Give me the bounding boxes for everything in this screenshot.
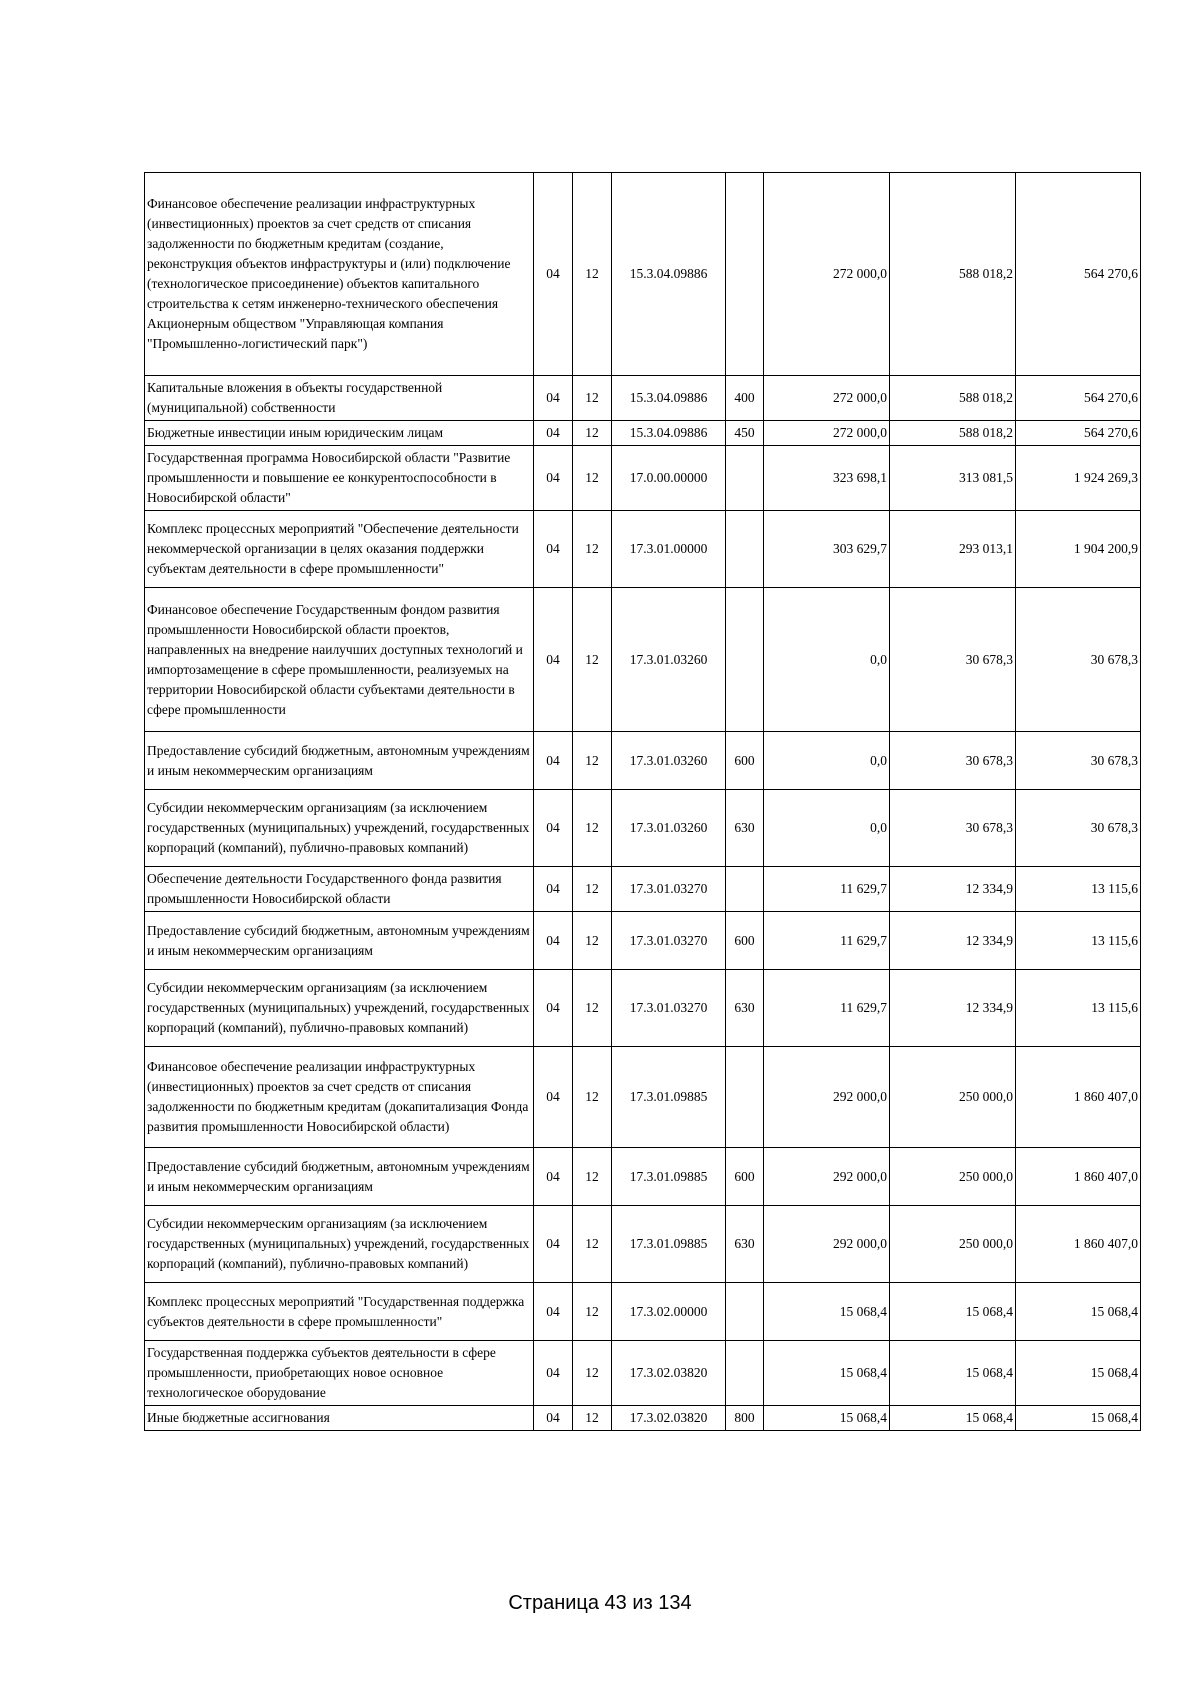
- cell-amount-year1: 292 000,0: [764, 1206, 890, 1283]
- cell-amount-year1: 323 698,1: [764, 446, 890, 511]
- cell-amount-year2: 250 000,0: [890, 1148, 1016, 1206]
- cell-target-article: 17.3.01.03260: [612, 732, 726, 790]
- table-row: [145, 376, 1141, 421]
- cell-subsection: 12: [573, 912, 612, 970]
- cell-expense-type: [726, 1341, 764, 1406]
- cell-expense-type: 630: [726, 970, 764, 1047]
- cell-subsection: 12: [573, 1406, 612, 1431]
- cell-expense-type: 600: [726, 732, 764, 790]
- table-row: [145, 1148, 1141, 1206]
- cell-section: 04: [534, 732, 573, 790]
- cell-target-article: 17.3.02.00000: [612, 1283, 726, 1341]
- cell-expense-type: 630: [726, 1206, 764, 1283]
- cell-subsection: 12: [573, 588, 612, 732]
- table-row: [145, 173, 1141, 376]
- cell-target-article: 17.3.01.09885: [612, 1148, 726, 1206]
- cell-subsection: 12: [573, 1283, 612, 1341]
- cell-name: Капитальные вложения в объекты государственной (муниципальной) собственности: [145, 376, 534, 421]
- cell-expense-type: [726, 1283, 764, 1341]
- cell-amount-year2: 15 068,4: [890, 1283, 1016, 1341]
- cell-expense-type: [726, 1047, 764, 1148]
- cell-subsection: 12: [573, 173, 612, 376]
- cell-amount-year3: 15 068,4: [1016, 1341, 1141, 1406]
- budget-table: [144, 172, 1141, 1431]
- cell-name: Комплекс процессных мероприятий "Государственная поддержка субъектов деятельности в сфере промышленности": [145, 1283, 534, 1341]
- cell-amount-year3: 30 678,3: [1016, 588, 1141, 732]
- cell-amount-year3: 564 270,6: [1016, 421, 1141, 446]
- cell-amount-year1: 15 068,4: [764, 1406, 890, 1431]
- cell-name: Комплекс процессных мероприятий "Обеспечение деятельности некоммерческой организации в целях оказания поддержки субъектам деятельности в сфере промышленности": [145, 511, 534, 588]
- cell-subsection: 12: [573, 1206, 612, 1283]
- cell-amount-year2: 12 334,9: [890, 970, 1016, 1047]
- budget-table-body: [145, 173, 1141, 1431]
- cell-amount-year1: 0,0: [764, 790, 890, 867]
- cell-name: Иные бюджетные ассигнования: [145, 1406, 534, 1431]
- cell-name: Государственная программа Новосибирской области "Развитие промышленности и повышение ее конкурентоспособности в Новосибирской области": [145, 446, 534, 511]
- cell-subsection: 12: [573, 376, 612, 421]
- cell-expense-type: 800: [726, 1406, 764, 1431]
- cell-section: 04: [534, 1148, 573, 1206]
- cell-amount-year3: 13 115,6: [1016, 912, 1141, 970]
- cell-name: Финансовое обеспечение реализации инфраструктурных (инвестиционных) проектов за счет средств от списания задолженности по бюджетным кредитам (создание, реконструкция объектов инфраструктуры и (или) подключение (технологическое присоединение) объектов капитального строительства к сетям инженерно-технического обеспечения Акционерным обществом "Управляющая компания "Промышленно-логистический парк"): [145, 173, 534, 376]
- cell-target-article: 17.3.01.09885: [612, 1206, 726, 1283]
- cell-subsection: 12: [573, 446, 612, 511]
- cell-section: 04: [534, 376, 573, 421]
- cell-name: Субсидии некоммерческим организациям (за исключением государственных (муниципальных) учреждений, государственных корпораций (компаний), публично-правовых компаний): [145, 790, 534, 867]
- cell-expense-type: 600: [726, 1148, 764, 1206]
- cell-expense-type: 450: [726, 421, 764, 446]
- cell-amount-year1: 272 000,0: [764, 421, 890, 446]
- cell-target-article: 17.3.01.03270: [612, 867, 726, 912]
- cell-amount-year3: 1 904 200,9: [1016, 511, 1141, 588]
- cell-subsection: 12: [573, 970, 612, 1047]
- table-row: [145, 421, 1141, 446]
- table-row: [145, 867, 1141, 912]
- cell-target-article: 17.3.01.03270: [612, 970, 726, 1047]
- cell-name: Предоставление субсидий бюджетным, автономным учреждениям и иным некоммерческим организациям: [145, 912, 534, 970]
- table-row: [145, 1206, 1141, 1283]
- cell-amount-year2: 12 334,9: [890, 912, 1016, 970]
- cell-target-article: 17.3.02.03820: [612, 1406, 726, 1431]
- cell-subsection: 12: [573, 511, 612, 588]
- cell-section: 04: [534, 867, 573, 912]
- cell-amount-year1: 272 000,0: [764, 376, 890, 421]
- cell-expense-type: [726, 173, 764, 376]
- cell-target-article: 17.0.00.00000: [612, 446, 726, 511]
- cell-target-article: 15.3.04.09886: [612, 421, 726, 446]
- table-row: [145, 511, 1141, 588]
- cell-amount-year1: 303 629,7: [764, 511, 890, 588]
- cell-name: Государственная поддержка субъектов деятельности в сфере промышленности, приобретающих новое основное технологическое оборудование: [145, 1341, 534, 1406]
- cell-expense-type: [726, 867, 764, 912]
- cell-amount-year2: 12 334,9: [890, 867, 1016, 912]
- cell-expense-type: 600: [726, 912, 764, 970]
- cell-target-article: 17.3.01.09885: [612, 1047, 726, 1148]
- cell-amount-year3: 1 860 407,0: [1016, 1047, 1141, 1148]
- cell-subsection: 12: [573, 732, 612, 790]
- cell-target-article: 17.3.02.03820: [612, 1341, 726, 1406]
- cell-amount-year3: 30 678,3: [1016, 732, 1141, 790]
- cell-amount-year1: 15 068,4: [764, 1283, 890, 1341]
- cell-expense-type: [726, 511, 764, 588]
- table-row: [145, 732, 1141, 790]
- table-row: [145, 1283, 1141, 1341]
- cell-section: 04: [534, 173, 573, 376]
- cell-subsection: 12: [573, 1047, 612, 1148]
- cell-section: 04: [534, 1206, 573, 1283]
- cell-subsection: 12: [573, 790, 612, 867]
- table-row: [145, 970, 1141, 1047]
- cell-amount-year2: 293 013,1: [890, 511, 1016, 588]
- cell-amount-year3: 1 924 269,3: [1016, 446, 1141, 511]
- cell-subsection: 12: [573, 1341, 612, 1406]
- cell-expense-type: [726, 446, 764, 511]
- table-row: [145, 912, 1141, 970]
- cell-amount-year1: 11 629,7: [764, 970, 890, 1047]
- cell-amount-year3: 564 270,6: [1016, 376, 1141, 421]
- cell-name: Финансовое обеспечение Государственным фондом развития промышленности Новосибирской области проектов, направленных на внедрение наилучших доступных технологий и импортозамещение в сфере промышленности, реализуемых на территории Новосибирской области субъектами деятельности в сфере промышленности: [145, 588, 534, 732]
- cell-amount-year2: 30 678,3: [890, 732, 1016, 790]
- cell-expense-type: [726, 588, 764, 732]
- cell-amount-year2: 15 068,4: [890, 1341, 1016, 1406]
- cell-amount-year2: 588 018,2: [890, 421, 1016, 446]
- cell-amount-year1: 0,0: [764, 588, 890, 732]
- cell-amount-year1: 292 000,0: [764, 1148, 890, 1206]
- cell-expense-type: 400: [726, 376, 764, 421]
- cell-amount-year1: 11 629,7: [764, 867, 890, 912]
- cell-subsection: 12: [573, 867, 612, 912]
- cell-expense-type: 630: [726, 790, 764, 867]
- cell-section: 04: [534, 1283, 573, 1341]
- page-number: Страница 43 из 134: [508, 1592, 692, 1614]
- cell-section: 04: [534, 1341, 573, 1406]
- cell-name: Бюджетные инвестиции иным юридическим лицам: [145, 421, 534, 446]
- cell-amount-year2: 15 068,4: [890, 1406, 1016, 1431]
- cell-amount-year2: 30 678,3: [890, 790, 1016, 867]
- cell-target-article: 17.3.01.03260: [612, 588, 726, 732]
- cell-section: 04: [534, 970, 573, 1047]
- cell-target-article: 15.3.04.09886: [612, 376, 726, 421]
- cell-name: Финансовое обеспечение реализации инфраструктурных (инвестиционных) проектов за счет средств от списания задолженности по бюджетным кредитам (докапитализация Фонда развития промышленности Новосибирской области): [145, 1047, 534, 1148]
- cell-target-article: 17.3.01.03260: [612, 790, 726, 867]
- table-row: [145, 1406, 1141, 1431]
- cell-amount-year3: 1 860 407,0: [1016, 1148, 1141, 1206]
- cell-amount-year2: 30 678,3: [890, 588, 1016, 732]
- table-row: [145, 446, 1141, 511]
- cell-target-article: 15.3.04.09886: [612, 173, 726, 376]
- cell-amount-year2: 250 000,0: [890, 1206, 1016, 1283]
- table-row: [145, 790, 1141, 867]
- cell-amount-year3: 1 860 407,0: [1016, 1206, 1141, 1283]
- cell-amount-year3: 15 068,4: [1016, 1406, 1141, 1431]
- cell-name: Предоставление субсидий бюджетным, автономным учреждениям и иным некоммерческим организациям: [145, 1148, 534, 1206]
- cell-amount-year1: 15 068,4: [764, 1341, 890, 1406]
- cell-amount-year3: 15 068,4: [1016, 1283, 1141, 1341]
- cell-amount-year3: 13 115,6: [1016, 970, 1141, 1047]
- cell-amount-year1: 11 629,7: [764, 912, 890, 970]
- cell-section: 04: [534, 421, 573, 446]
- cell-amount-year2: 313 081,5: [890, 446, 1016, 511]
- cell-section: 04: [534, 1047, 573, 1148]
- cell-target-article: 17.3.01.03270: [612, 912, 726, 970]
- cell-section: 04: [534, 511, 573, 588]
- cell-subsection: 12: [573, 1148, 612, 1206]
- cell-name: Субсидии некоммерческим организациям (за исключением государственных (муниципальных) учреждений, государственных корпораций (компаний), публично-правовых компаний): [145, 970, 534, 1047]
- cell-name: Предоставление субсидий бюджетным, автономным учреждениям и иным некоммерческим организациям: [145, 732, 534, 790]
- cell-amount-year3: 564 270,6: [1016, 173, 1141, 376]
- cell-amount-year1: 0,0: [764, 732, 890, 790]
- cell-amount-year3: 30 678,3: [1016, 790, 1141, 867]
- table-row: [145, 588, 1141, 732]
- cell-amount-year2: 588 018,2: [890, 376, 1016, 421]
- table-row: [145, 1047, 1141, 1148]
- cell-section: 04: [534, 790, 573, 867]
- cell-target-article: 17.3.01.00000: [612, 511, 726, 588]
- cell-section: 04: [534, 1406, 573, 1431]
- cell-amount-year2: 588 018,2: [890, 173, 1016, 376]
- cell-section: 04: [534, 588, 573, 732]
- cell-section: 04: [534, 446, 573, 511]
- cell-name: Обеспечение деятельности Государственного фонда развития промышленности Новосибирской области: [145, 867, 534, 912]
- cell-amount-year2: 250 000,0: [890, 1047, 1016, 1148]
- cell-section: 04: [534, 912, 573, 970]
- cell-amount-year1: 292 000,0: [764, 1047, 890, 1148]
- cell-subsection: 12: [573, 421, 612, 446]
- table-row: [145, 1341, 1141, 1406]
- cell-amount-year3: 13 115,6: [1016, 867, 1141, 912]
- cell-name: Субсидии некоммерческим организациям (за исключением государственных (муниципальных) учреждений, государственных корпораций (компаний), публично-правовых компаний): [145, 1206, 534, 1283]
- cell-amount-year1: 272 000,0: [764, 173, 890, 376]
